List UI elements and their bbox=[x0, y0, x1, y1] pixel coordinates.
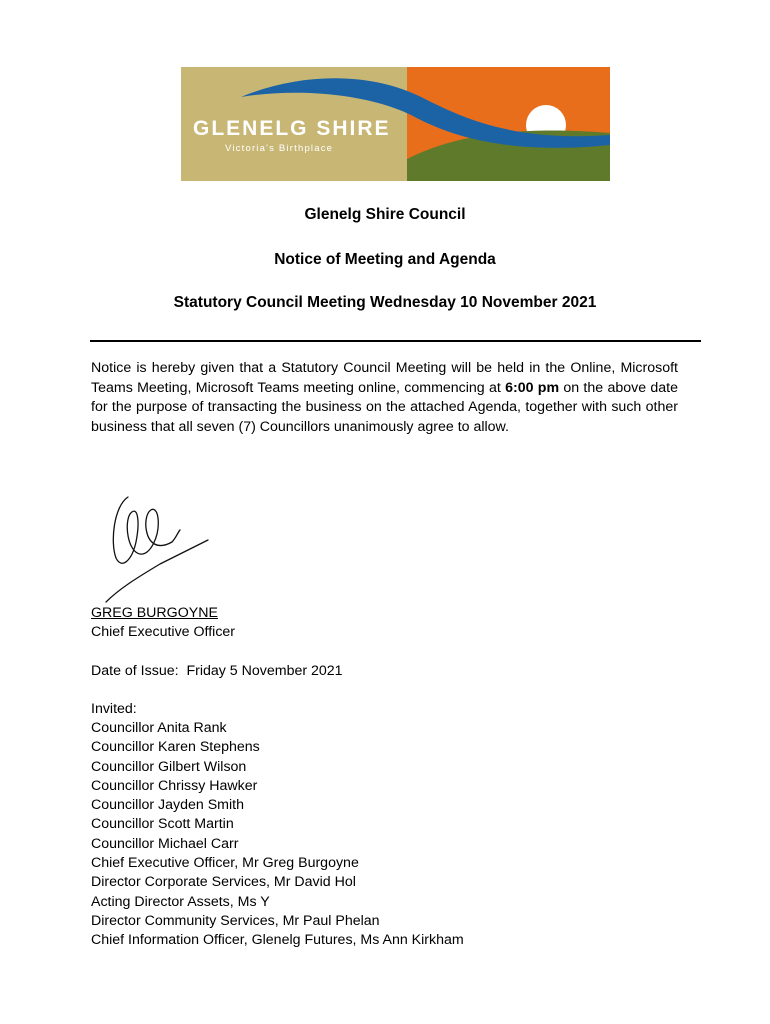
invited-person: Director Community Services, Mr Paul Phelan bbox=[91, 912, 380, 929]
invited-list bbox=[91, 719, 464, 951]
invited-person: Councillor Gilbert Wilson bbox=[91, 758, 247, 775]
invited-person: Chief Executive Officer, Mr Greg Burgoyne bbox=[91, 855, 359, 872]
notice-title: Notice of Meeting and Agenda bbox=[274, 251, 496, 268]
invited-person: Councillor Scott Martin bbox=[91, 816, 234, 833]
signatory-name: GREG BURGOYNE bbox=[91, 605, 218, 621]
notice-paragraph bbox=[91, 359, 678, 437]
invited-person: Councillor Anita Rank bbox=[91, 720, 227, 736]
invited-person: Councillor Michael Carr bbox=[91, 835, 239, 852]
council-name: Glenelg Shire Council bbox=[304, 206, 466, 223]
invited-label: Invited: bbox=[91, 701, 137, 717]
signatory-title: Chief Executive Officer bbox=[91, 624, 236, 640]
logo-wordmark: GLENELG SHIRE bbox=[193, 117, 391, 140]
invited-person: Councillor Jayden Smith bbox=[91, 797, 244, 814]
notice-text-part2: on the above date for the purpose of transacting the business on the attached Agenda, together with such other business that all seven (7) Councillors unanimously agree to allow. bbox=[91, 379, 678, 435]
notice-text-part1: Notice is hereby given that a Statutory Council Meeting will be held in the Online, Microsoft Teams Meeting, Microsoft Teams meeting online, commencing at bbox=[91, 360, 678, 396]
date-of-issue-value: Friday 5 November 2021 bbox=[186, 663, 343, 679]
date-of-issue-label: Date of Issue: bbox=[91, 663, 179, 679]
glenelg-shire-logo bbox=[181, 67, 610, 181]
invited-person: Chief Information Officer, Glenelg Futures, Ms Ann Kirkham bbox=[91, 932, 464, 949]
meeting-time: 6:00 pm bbox=[505, 379, 560, 396]
logo-tagline: Victoria's Birthplace bbox=[225, 143, 334, 154]
date-of-issue bbox=[91, 663, 343, 679]
invited-person: Director Corporate Services, Mr David Hol bbox=[91, 874, 356, 891]
invited-person: Councillor Chrissy Hawker bbox=[91, 777, 258, 794]
meeting-title: Statutory Council Meeting Wednesday 10 November 2021 bbox=[173, 294, 597, 311]
header-divider bbox=[90, 340, 701, 342]
handwritten-signature bbox=[100, 492, 220, 607]
invited-person: Councillor Karen Stephens bbox=[91, 739, 260, 756]
invited-person: Acting Director Assets, Ms Y bbox=[91, 893, 270, 910]
